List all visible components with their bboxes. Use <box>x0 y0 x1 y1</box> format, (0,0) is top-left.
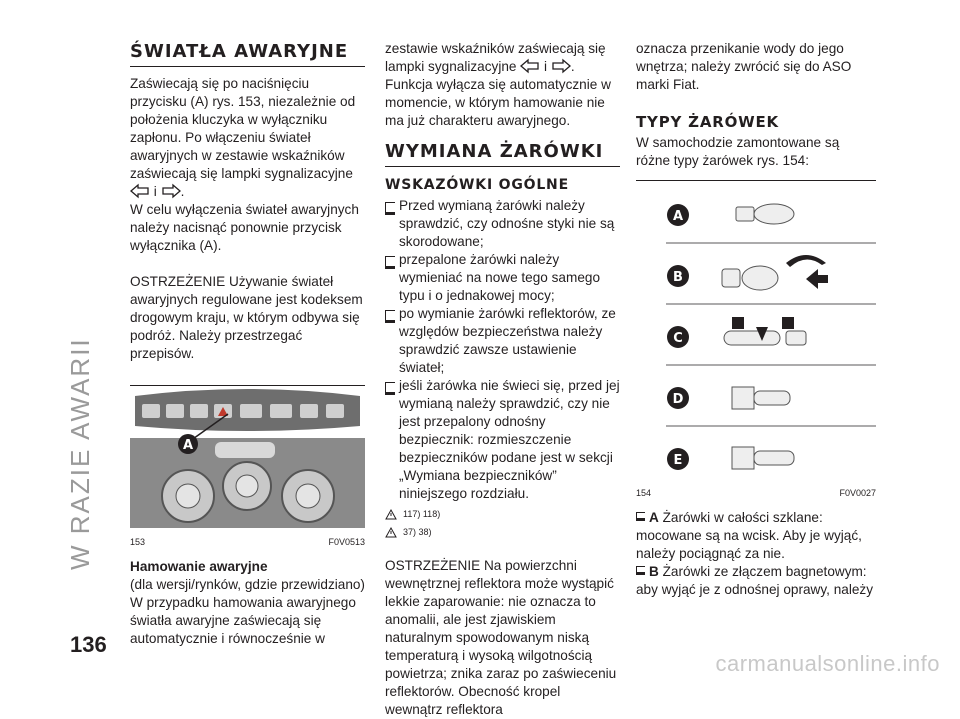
dashboard-controls-image <box>130 386 365 528</box>
list-item: przepalone żarówki należy wymieniać na nowe tego samego typu i o jednakowej mocy; <box>385 251 620 305</box>
bulb-label-a: A <box>672 209 684 224</box>
left-turn-signal-icon <box>520 59 540 73</box>
warning-note: OSTRZEŻENIE Używanie świateł awaryjnych regulowane jest kodeksem drogowym kraju, w którym odbywa się podróż. Należy przestrzegać przepisów. <box>130 274 363 361</box>
figure-caption <box>636 487 876 499</box>
paragraph: W celu wyłączenia świateł awaryjnych należy nacisnąć ponownie przycisk wyłącznika (A). <box>130 202 359 253</box>
page-number: 136 <box>70 632 107 657</box>
list-item: Przed wymianą żarówki należy sprawdzić, czy odnośne styki nie są skorodowane; <box>385 197 620 251</box>
chapter-title: W RAZIE AWARII <box>65 337 95 570</box>
right-turn-signal-icon <box>161 184 181 198</box>
figure-code: F0V0027 <box>839 488 876 498</box>
figure-154 <box>636 180 876 499</box>
list-item: jeśli żarówka nie świeci się, przed jej wymianą należy sprawdzić, czy nie jest przepalony odnośny bezpiecznik: rozmieszczenie bezpieczników podane jest w sekcji „Wymiana bezpieczników” niniejszego rozdziału. <box>385 377 620 503</box>
figure-code: F0V0513 <box>328 537 365 547</box>
bulb-label-d: D <box>672 392 684 407</box>
sub-heading-emergency-braking: Hamowanie awaryjne <box>130 559 268 574</box>
bulb-label-c: C <box>673 331 683 346</box>
paragraph: oznacza przenikanie wody do jego wnętrza; należy zwrócić się do ASO marki Fiat. <box>636 41 852 92</box>
bullet-marker-icon <box>636 566 645 575</box>
warning-triangle-icon <box>385 527 397 538</box>
warning-note: OSTRZEŻENIE Na powierzchni wewnętrznej reflektora może wystąpić lekkie zaparowanie: nie oznacza to anomalii, ale jest zjawiskiem naturalnym spowodowanym niską temperaturą i wysoką wilgotnością powietrza; znika zaraz po zaświeceniu reflektorów. Obecność kropel wewnątrz reflektora <box>385 558 617 717</box>
bulb-types-image <box>636 181 876 479</box>
warning-reference: 117) 118) <box>385 507 620 521</box>
note-reference: 37) 38) <box>385 525 620 539</box>
list-item: B Żarówki ze złączem bagnetowym: aby wyjąć je z odnośnej oprawy, należy <box>636 564 874 597</box>
paragraph: W samochodzie zamontowane są różne typy żarówek rys. 154: <box>636 135 840 168</box>
column-2 <box>385 40 620 719</box>
bullet-marker-icon <box>636 512 645 521</box>
column-3 <box>636 40 876 599</box>
warning-triangle-icon <box>385 509 397 520</box>
sub-heading-general-tips: WSKAZÓWKI OGÓLNE <box>385 177 569 193</box>
column-1 <box>130 40 365 648</box>
bulb-label-e: E <box>673 453 683 468</box>
chapter-side-tab <box>60 40 100 570</box>
figure-caption <box>130 536 365 548</box>
section-heading-bulb-types: TYPY ŻARÓWEK <box>636 113 779 131</box>
figure-number: 154 <box>636 488 652 498</box>
paragraph: Funkcja wyłącza się automatycznie w momencie, w którym hamowanie nie ma już charakteru awaryjnego. <box>385 77 611 128</box>
paragraph: Zaświecają się po naciśnięciu przycisku (A) rys. 153, niezależnie od położenia kluczyka w wyłączniku zapłonu. Po włączeniu świateł awaryjnych w zestawie wskaźników zaświecają się lampki sygnalizacyjne i . <box>130 76 356 199</box>
paragraph: W przypadku hamowania awaryjnego światła awaryjne zaświecają się automatycznie i równocześnie w <box>130 595 356 646</box>
bulb-label-b: B <box>673 270 683 285</box>
section-heading-bulb-replacement: WYMIANA ŻARÓWKI <box>385 140 620 167</box>
right-turn-signal-icon <box>551 59 571 73</box>
section-heading-hazard-lights: ŚWIATŁA AWARYJNE <box>130 40 365 67</box>
watermark: carmanualsonline.info <box>715 651 940 676</box>
left-turn-signal-icon <box>130 184 150 198</box>
paragraph: (dla wersji/rynków, gdzie przewidziano) <box>130 577 365 592</box>
list-item: A Żarówki w całości szklane: mocowane są na wcisk. Aby je wyjąć, należy pociągnąć za nie. <box>636 510 862 561</box>
paragraph: zestawie wskaźników zaświecają się lampki sygnalizacyjne i . <box>385 41 606 74</box>
figure-callout-a: A <box>182 438 194 453</box>
figure-number: 153 <box>130 537 146 547</box>
figure-153 <box>130 385 365 548</box>
list-item: po wymianie żarówki reflektorów, ze względów bezpieczeństwa należy sprawdzić zawsze ustawienie świateł; <box>385 305 620 377</box>
